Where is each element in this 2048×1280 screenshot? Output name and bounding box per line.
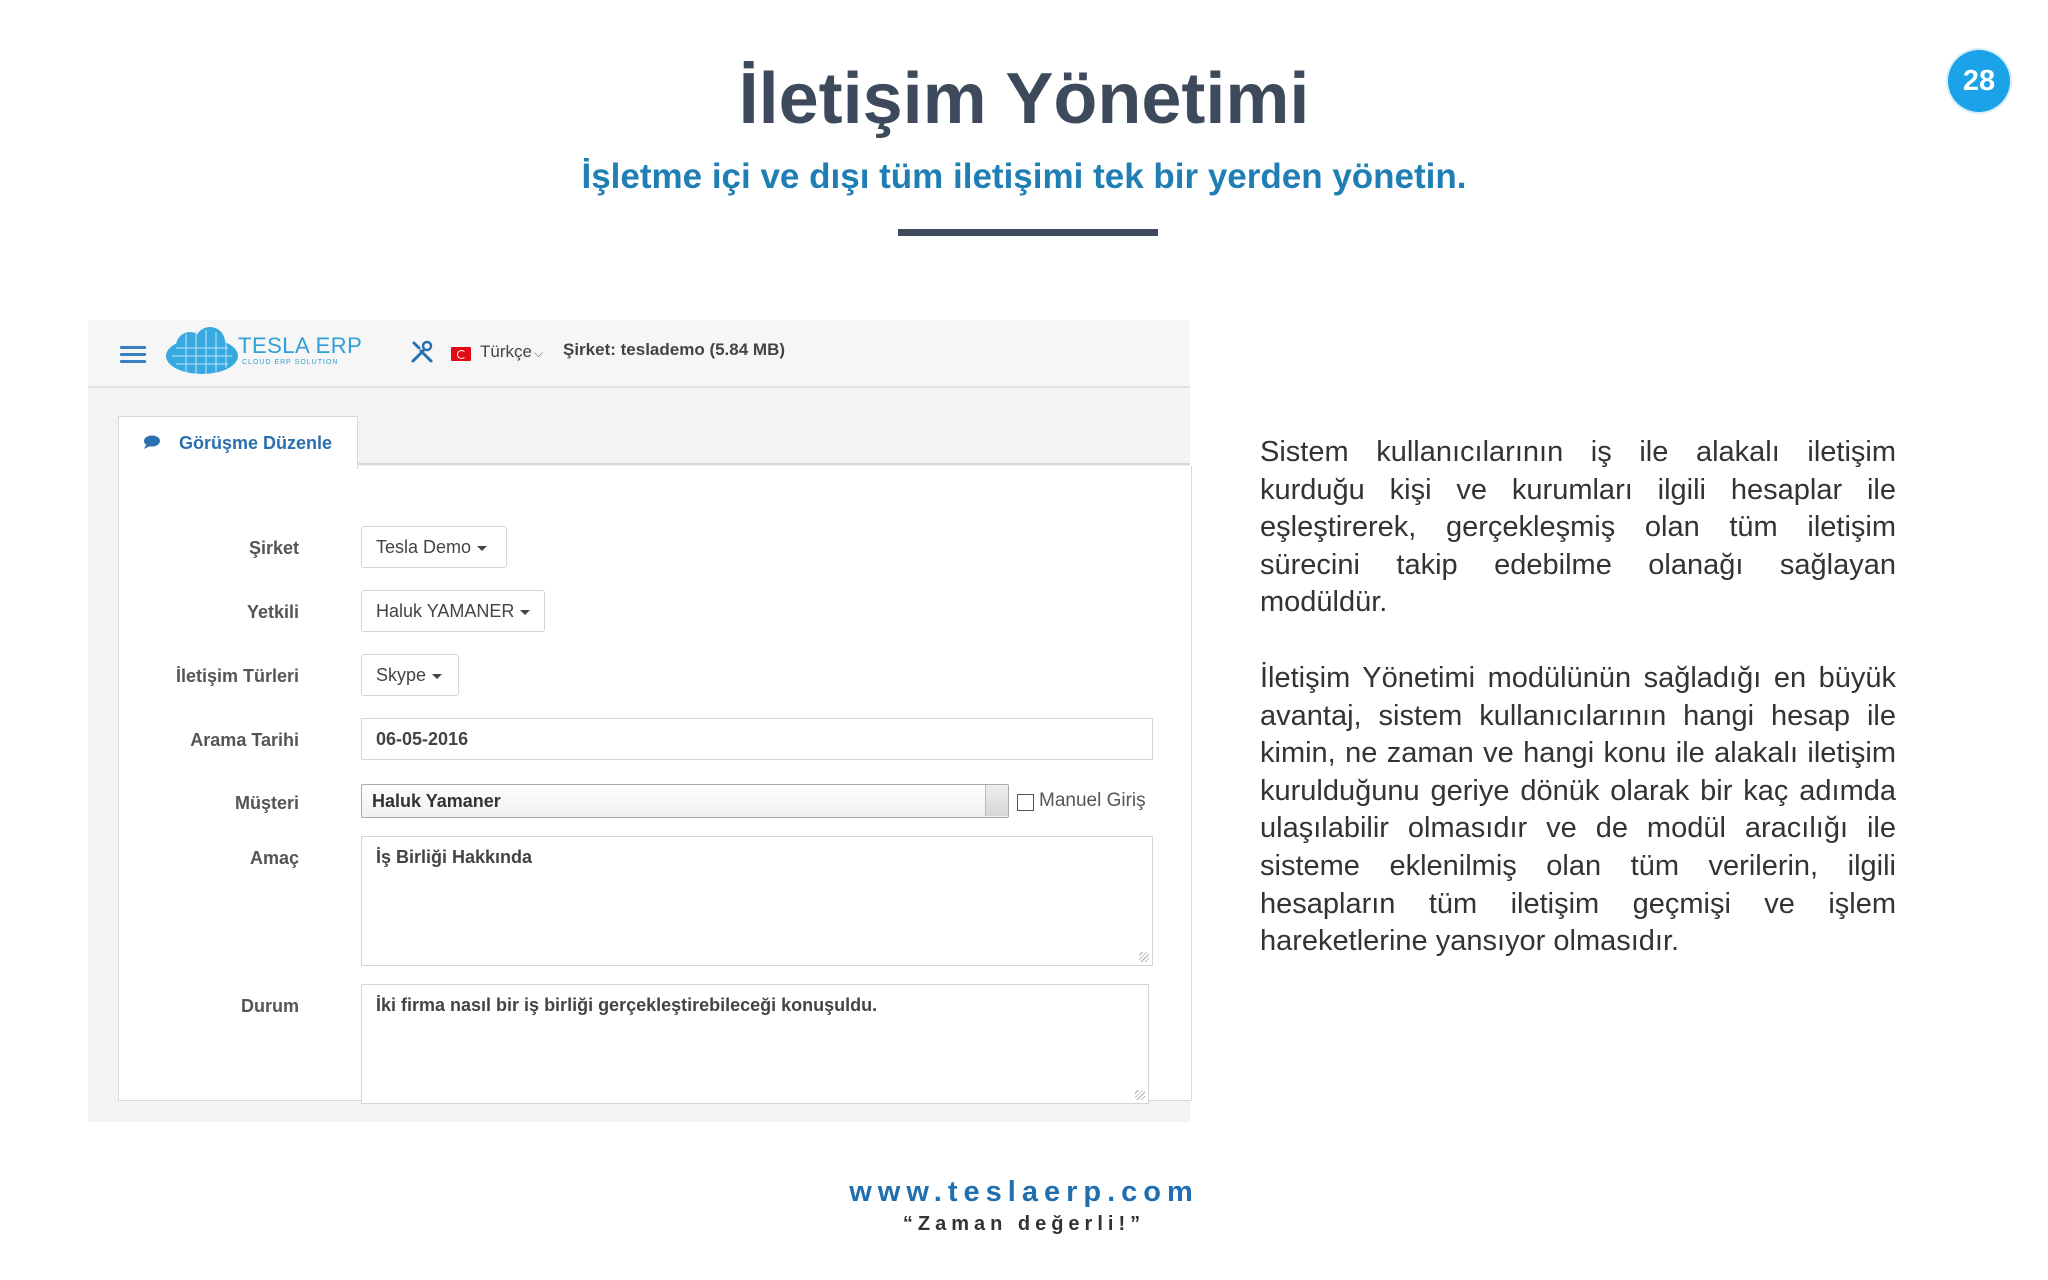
purpose-value: İş Birliği Hakkında — [376, 847, 533, 867]
footer-slogan: “Zaman değerli!” — [902, 1213, 1146, 1235]
language-selector[interactable] — [480, 342, 543, 362]
description-paragraph-1: Sistem kullanıcılarının iş ile alakalı iletişim kurduğu kişi ve kurumları ilgili hesaplar ile eşleştirerek, gerçekleşmiş olan tüm iletişim sürecini takip edebilme olanağı sağlayan modüldür. — [1260, 436, 1896, 619]
turkish-flag-icon — [451, 347, 471, 361]
date-label: Arama Tarihi — [190, 730, 299, 750]
app-screenshot — [88, 320, 1190, 1122]
meeting-edit-form — [118, 466, 1192, 1101]
app-topbar — [88, 320, 1190, 388]
description-paragraph-2: İletişim Yönetimi modülünün sağladığı en büyük avantaj, sistem kullanıcılarının hangi hesap ile kimin, ne zaman ve hangi konu ile alakalı iletişim kurulduğunu geriye dönük olarak bir kaç adımda ulaşılabilir olmasıdır ve de modül aracılığı ile sisteme eklenilmiş olan tüm verilerin, ilgili hesapların tüm iletişim geçmişi ve işlem hareketlerine yansıyor olmasıdır. — [1260, 662, 1896, 958]
contact-value: Haluk YAMANER — [376, 601, 515, 621]
cloud-logo-icon — [162, 326, 242, 378]
slide-subtitle: İşletme içi ve dışı tüm iletişimi tek bir yerden yönetin. — [581, 157, 1467, 196]
purpose-textarea[interactable] — [361, 836, 1153, 966]
slide-title: İletişim Yönetimi — [738, 59, 1310, 139]
type-value: Skype — [376, 665, 427, 685]
caret-down-icon — [520, 610, 530, 615]
customer-value: Haluk Yamaner — [372, 791, 501, 811]
contact-label: Yetkili — [246, 602, 299, 622]
tools-icon[interactable] — [410, 340, 434, 364]
resize-handle[interactable] — [1139, 952, 1149, 962]
purpose-label: Amaç — [249, 848, 299, 868]
company-dropdown[interactable] — [361, 526, 507, 568]
logo-text: TESLA ERP — [238, 333, 363, 358]
company-info: Şirket: teslademo (5.84 MB) — [563, 340, 786, 359]
tab-label: Görüşme Düzenle — [179, 433, 333, 453]
status-textarea[interactable] — [361, 984, 1149, 1104]
status-label: Durum — [241, 996, 299, 1016]
tab-divider — [356, 463, 1190, 465]
customer-combobox[interactable] — [361, 784, 1009, 818]
caret-down-icon — [432, 674, 442, 679]
manual-entry-checkbox[interactable] — [1017, 794, 1034, 811]
contact-dropdown[interactable] — [361, 590, 545, 632]
caret-down-icon — [477, 546, 487, 551]
type-dropdown[interactable] — [361, 654, 459, 696]
type-label: İletişim Türleri — [175, 666, 299, 686]
tab-gorusme-duzenle[interactable] — [118, 416, 358, 469]
chevron-down-icon: ⌵ — [533, 346, 544, 360]
customer-label: Müşteri — [234, 793, 299, 813]
language-label: Türkçe — [480, 342, 532, 361]
footer-url[interactable]: www.teslaerp.com — [849, 1176, 1199, 1208]
combo-button[interactable] — [985, 785, 1008, 816]
manual-entry-label: Manuel Giriş — [1039, 790, 1146, 811]
logo-subtitle: CLOUD ERP SOLUTION — [242, 359, 339, 366]
page-number-badge: 28 — [1948, 50, 2010, 112]
resize-handle[interactable] — [1135, 1090, 1145, 1100]
status-value: İki firma nasıl bir iş birliği gerçekleştirebileceği konuşuldu. — [376, 995, 878, 1015]
title-divider — [898, 229, 1158, 236]
date-input[interactable]: 06-05-2016 — [361, 718, 1153, 760]
company-value: Tesla Demo — [376, 537, 472, 557]
chat-icon — [143, 435, 161, 449]
menu-icon[interactable] — [120, 346, 146, 364]
company-label: Şirket — [248, 538, 299, 558]
